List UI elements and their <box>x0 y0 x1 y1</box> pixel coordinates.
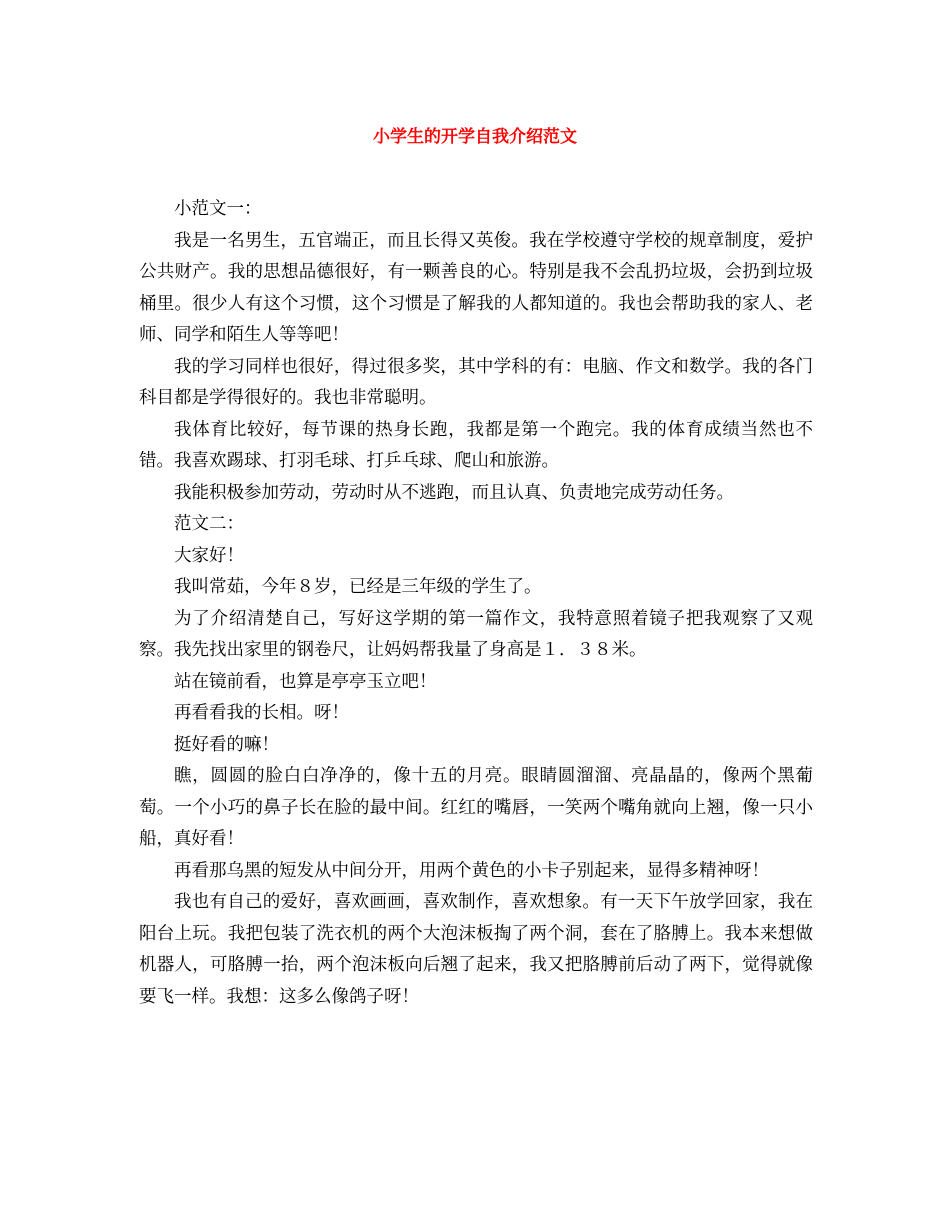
document-body <box>139 194 813 1013</box>
paragraph: 站在镜前看，也算是亭亭玉立吧！ <box>174 671 437 692</box>
paragraph: 再看看我的长相。呀！ <box>174 703 349 723</box>
paragraph: 我是一名男生，五官端正，而且长得又英俊。我在学校遵守学校的规章制度，爱护公共财产。我的思想品德很好，有一颗善良的心。特别是我不会乱扔垃圾，会扔到垃圾桶里。很少人有这个习惯，这个习惯是了解我的人都知道的。我也会帮助我的家人、老师、同学和陌生人等等吧！ <box>139 230 813 345</box>
paragraph: 我的学习同样也很好，得过很多奖，其中学科的有：电脑、作文和数学。我的各门科目都是学得很好的。我也非常聪明。 <box>139 356 813 408</box>
paragraph: 小范文一： <box>174 199 262 219</box>
paragraph: 我能积极参加劳动，劳动时从不逃跑，而且认真、负责地完成劳动任务。 <box>174 482 734 503</box>
paragraph: 为了介绍清楚自己，写好这学期的第一篇作文，我特意照着镜子把我观察了又观察。我先找出家里的钢卷尺，让妈妈帮我量了身高是１．３８米。 <box>139 608 813 660</box>
paragraph: 大家好！ <box>174 545 244 566</box>
paragraph: 我体育比较好，每节课的热身长跑，我都是第一个跑完。我的体育成绩当然也不错。我喜欢踢球、打羽毛球、打乒乓球、爬山和旅游。 <box>139 419 813 471</box>
paragraph: 范文二： <box>174 514 244 534</box>
paragraph: 我叫常茹，今年８岁，已经是三年级的学生了。 <box>174 577 542 597</box>
paragraph: 挺好看的嘛！ <box>174 734 279 755</box>
document-title: 小学生的开学自我介绍范文 <box>373 127 577 147</box>
paragraph: 再看那乌黑的短发从中间分开，用两个黄色的小卡子别起来，显得多精神呀！ <box>174 860 769 881</box>
paragraph: 瞧，圆圆的脸白白净净的，像十五的月亮。眼睛圆溜溜、亮晶晶的，像两个黑葡萄。一个小巧的鼻子长在脸的最中间。红红的嘴唇，一笑两个嘴角就向上翘，像一只小船，真好看！ <box>139 766 813 849</box>
paragraph: 我也有自己的爱好，喜欢画画，喜欢制作，喜欢想象。有一天下午放学回家，我在阳台上玩。我把包装了洗衣机的两个大泡沫板掏了两个洞，套在了胳膊上。我本来想做机器人，可胳膊一抬，两个泡沫板向后翘了起来，我又把胳膊前后动了两下，觉得就像要飞一样。我想：这多么像鸽子呀！ <box>139 892 813 1007</box>
